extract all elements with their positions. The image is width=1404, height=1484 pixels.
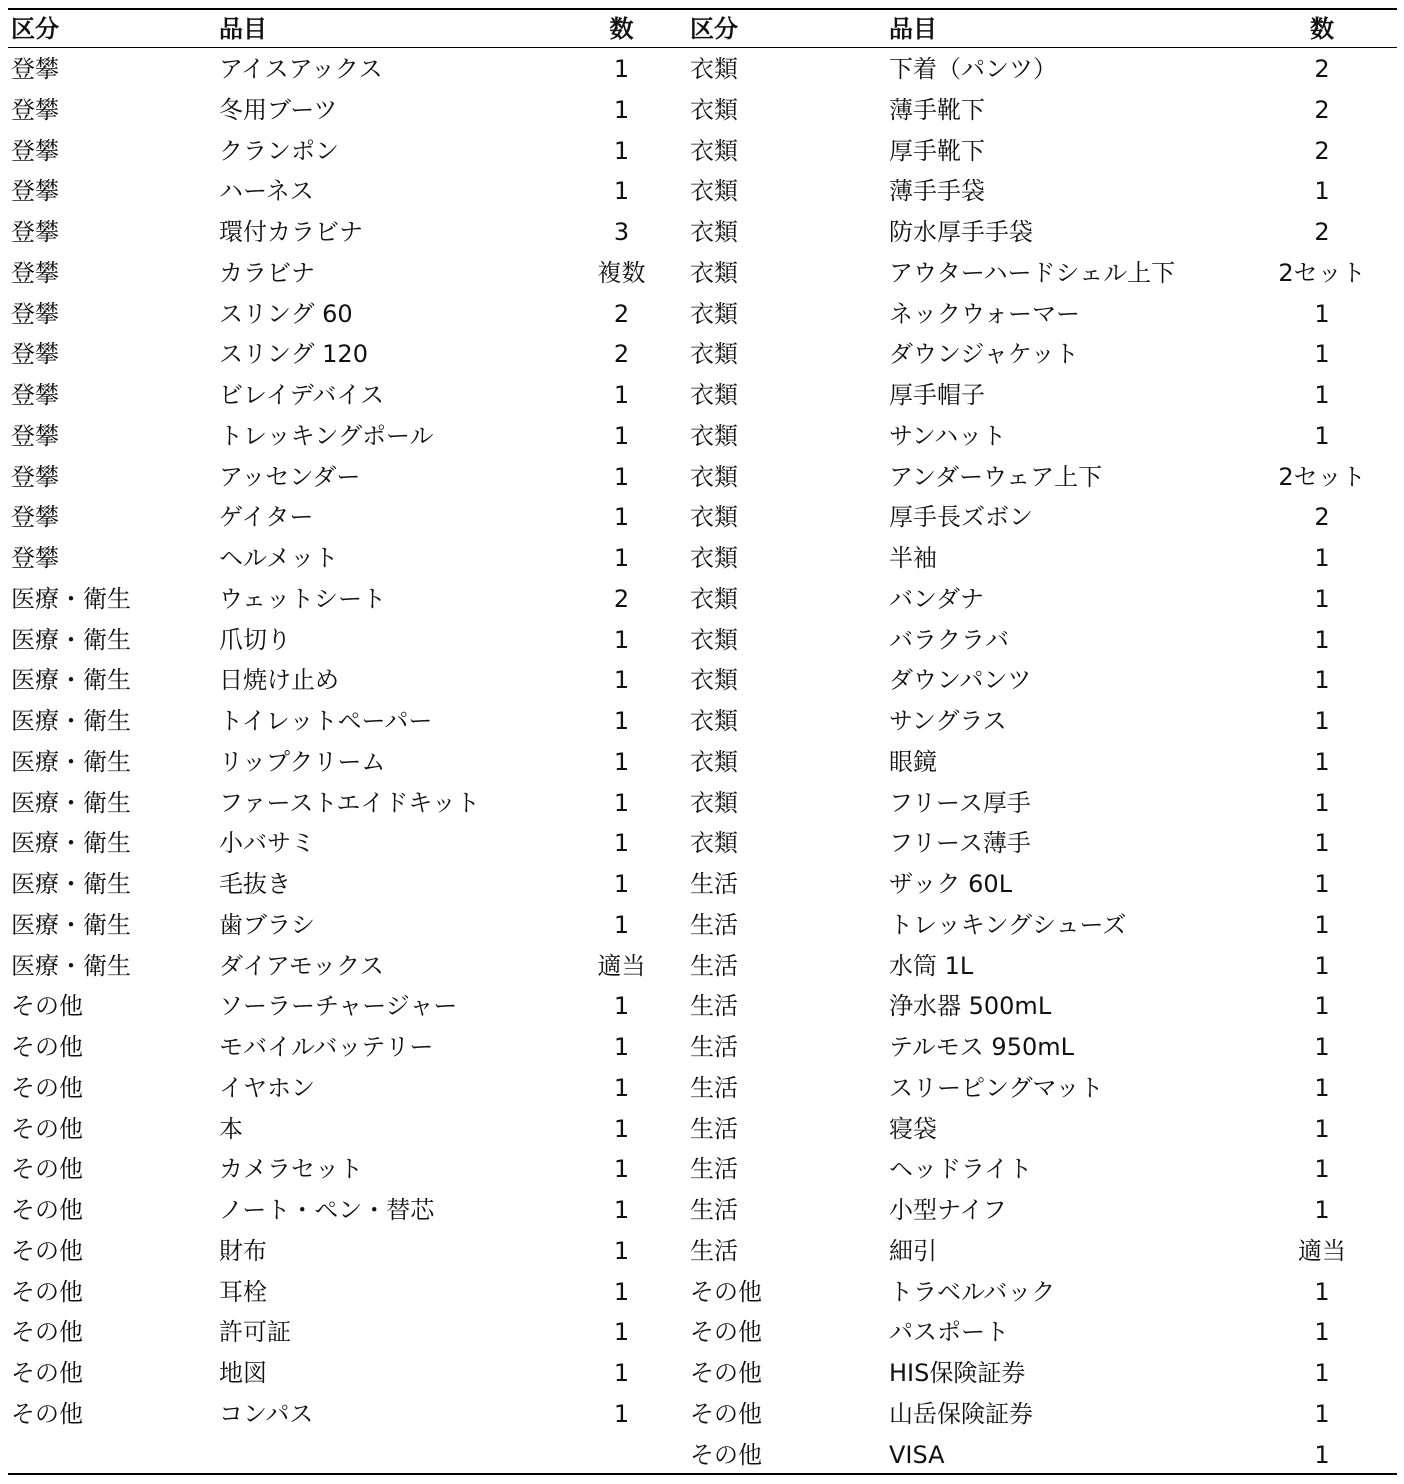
table-row [8,1027,1397,1068]
right-category-cell: 生活 [690,1236,738,1265]
left-item-cell: カラビナ [219,258,315,287]
left-qty-cell: 1 [613,910,630,939]
header-left-item: 品目 [219,15,267,43]
right-item-cell: 防水厚手手袋 [889,218,1033,246]
left-category-cell: 登攀 [11,136,59,165]
left-qty-cell: 2 [613,584,630,613]
left-item-cell: トイレットペーパー [219,707,433,735]
left-category-cell: 医療・衛生 [11,707,131,735]
right-qty-cell: 1 [1314,1073,1330,1102]
left-qty-cell: 3 [613,218,630,246]
left-category-cell: 登攀 [11,299,59,328]
table-row [8,905,1397,946]
right-category-cell: その他 [690,1318,762,1347]
left-category-cell: 医療・衛生 [11,951,131,980]
right-qty-cell: 2 [1314,136,1330,165]
right-qty-cell: 1 [1314,951,1330,980]
right-category-cell: 衣類 [690,340,738,369]
right-item-cell: バラクラバ [889,625,1009,654]
table-row [8,1312,1397,1353]
header-left-category: 区分 [11,15,59,43]
table-header [8,8,1397,49]
table-row [8,212,1397,253]
left-item-cell: ダイアモックス [219,951,384,980]
left-category-cell: その他 [11,1359,83,1387]
right-item-cell: サングラス [889,707,1007,735]
right-qty-cell: 1 [1314,1277,1330,1306]
left-item-cell: 地図 [219,1359,267,1387]
right-item-cell: フリース厚手 [889,788,1031,817]
table-row [8,660,1397,701]
right-qty-cell: 1 [1314,177,1330,206]
left-item-cell: 環付カラビナ [219,218,363,246]
header-right-qty: 数 [1310,15,1334,43]
left-qty-cell: 1 [613,1155,630,1184]
table-row [8,1231,1397,1272]
left-qty-cell: 1 [613,55,630,83]
right-category-cell: 衣類 [690,503,738,532]
right-item-cell: スリーピングマット [889,1073,1104,1102]
left-item-cell: コンパス [219,1399,314,1428]
left-category-cell: その他 [11,1196,83,1224]
left-qty-cell: 1 [613,544,630,572]
left-qty-cell: 1 [613,1196,630,1224]
table-row [8,864,1397,905]
left-category-cell: 医療・衛生 [11,584,131,613]
left-item-cell: ゲイター [219,503,314,532]
table-row [8,1353,1397,1394]
left-item-cell: 許可証 [219,1318,291,1347]
right-item-cell: 厚手靴下 [889,136,985,165]
left-item-cell: 毛抜き [219,870,291,898]
left-category-cell: 登攀 [11,258,59,287]
right-qty-cell: 1 [1314,381,1330,409]
right-category-cell: 衣類 [690,218,738,246]
left-category-cell: その他 [11,1114,83,1143]
left-category-cell: 医療・衛生 [11,747,131,776]
right-category-cell: 衣類 [690,258,738,287]
right-item-cell: バンダナ [889,584,985,613]
left-qty-cell: 1 [613,625,630,654]
right-qty-cell: 1 [1314,910,1330,939]
right-qty-cell: 1 [1314,666,1330,695]
left-qty-cell: 適当 [597,951,646,980]
table-row [8,742,1397,783]
left-category-cell: その他 [11,1236,83,1265]
right-category-cell: その他 [690,1440,762,1469]
table-row [8,416,1397,457]
table-row [8,579,1397,620]
left-item-cell: 爪切り [219,625,291,654]
right-item-cell: フリース薄手 [889,829,1031,858]
left-item-cell: 財布 [219,1236,267,1265]
left-qty-cell: 1 [613,829,630,858]
left-category-cell: 登攀 [11,503,59,532]
right-category-cell: 生活 [690,992,738,1021]
left-item-cell: ノート・ペン・替芯 [219,1196,435,1224]
right-category-cell: 生活 [690,910,738,939]
right-qty-cell: 1 [1314,870,1330,898]
right-qty-cell: 1 [1314,707,1330,735]
left-qty-cell: 1 [613,1318,630,1347]
left-qty-cell: 1 [613,1073,630,1102]
right-qty-cell: 1 [1314,1318,1330,1347]
table-row [8,620,1397,661]
right-qty-cell: 1 [1314,299,1330,328]
left-qty-cell [556,1435,687,1476]
right-category-cell: 衣類 [690,299,738,328]
right-qty-cell: 1 [1314,1399,1330,1428]
right-category-cell: 生活 [690,951,738,980]
left-qty-cell: 2 [613,299,630,328]
left-item-cell: ハーネス [219,177,314,206]
left-category-cell: その他 [11,1399,83,1428]
right-item-cell: ザック 60L [889,870,1013,898]
right-category-cell: 衣類 [690,666,738,695]
right-category-cell: 衣類 [690,381,738,409]
right-qty-cell: 1 [1314,421,1330,450]
right-item-cell: 下着（パンツ） [889,55,1057,83]
left-category-cell: 登攀 [11,177,59,206]
left-item-cell: カメラセット [219,1155,363,1184]
right-category-cell: 衣類 [690,95,738,124]
left-qty-cell: 2 [613,340,630,369]
left-qty-cell: 1 [613,1114,630,1143]
right-category-cell: 生活 [690,1114,738,1143]
left-category-cell: 医療・衛生 [11,910,131,939]
packing-list-table [8,8,1397,1475]
table-row [8,253,1397,294]
left-qty-cell: 1 [613,177,630,206]
right-item-cell: 薄手手袋 [889,177,985,206]
right-item-cell: アウターハードシェル上下 [889,258,1176,287]
right-qty-cell: 1 [1314,1440,1330,1469]
left-category-cell [8,1435,216,1476]
right-category-cell: 生活 [690,1073,738,1102]
left-qty-cell: 1 [613,992,630,1021]
table-row [8,171,1397,212]
right-qty-cell: 1 [1314,788,1330,817]
right-qty-cell: 2セット [1278,462,1366,491]
left-qty-cell: 1 [613,95,630,124]
left-item-cell: スリング 60 [219,299,353,328]
right-item-cell: テルモス 950mL [889,1033,1074,1061]
left-item-cell: ウェットシート [219,584,387,613]
left-item-cell: モバイルバッテリー [219,1033,434,1061]
right-category-cell: 生活 [690,1155,738,1184]
table-row [8,90,1397,131]
right-category-cell: 衣類 [690,747,738,776]
right-category-cell: その他 [690,1359,762,1387]
left-qty-cell: 1 [613,462,630,491]
table-row [8,701,1397,742]
left-item-cell: 小バサミ [219,829,315,858]
left-item-cell: アイスアックス [219,55,383,83]
right-qty-cell: 2 [1314,503,1330,532]
right-qty-cell: 1 [1314,747,1330,776]
header-right-category: 区分 [690,15,738,43]
left-qty-cell: 1 [613,1236,630,1265]
right-item-cell: サンハット [889,421,1007,450]
right-item-cell: VISA [889,1440,945,1469]
header-left-qty: 数 [609,15,634,43]
right-qty-cell: 1 [1314,1196,1330,1224]
left-item-cell: クランポン [219,136,339,165]
left-category-cell: 医療・衛生 [11,666,131,695]
table-row [8,1190,1397,1231]
right-category-cell: 衣類 [690,788,738,817]
right-category-cell: 衣類 [690,462,738,491]
left-item-cell: 冬用ブーツ [219,95,338,124]
left-item-cell: ビレイデバイス [219,381,385,409]
right-item-cell: 厚手帽子 [889,381,985,409]
table-row [8,823,1397,864]
left-qty-cell: 1 [613,136,630,165]
left-qty-cell: 1 [613,1359,630,1387]
right-item-cell: 細引 [889,1236,937,1265]
table-row [8,783,1397,824]
right-item-cell: 寝袋 [889,1114,937,1143]
right-category-cell: 生活 [690,1033,738,1061]
right-qty-cell: 適当 [1298,1236,1346,1265]
right-qty-cell: 1 [1314,1114,1330,1143]
right-item-cell: 眼鏡 [889,747,937,776]
right-item-cell: 山岳保険証券 [889,1399,1033,1428]
left-category-cell: 医療・衛生 [11,625,131,654]
right-category-cell: 衣類 [690,625,738,654]
right-category-cell: 衣類 [690,707,738,735]
left-qty-cell: 1 [613,421,630,450]
right-item-cell: ダウンジャケット [889,340,1079,369]
left-category-cell: 登攀 [11,218,59,246]
left-qty-cell: 1 [613,788,630,817]
table-row [8,334,1397,375]
table-row [8,457,1397,498]
left-category-cell: 医療・衛生 [11,870,131,898]
header-right-item: 品目 [889,15,937,43]
right-item-cell: パスポート [889,1318,1009,1347]
left-category-cell: 登攀 [11,462,59,491]
right-qty-cell: 1 [1314,1359,1330,1387]
left-category-cell: 医療・衛生 [11,829,131,858]
right-item-cell: 浄水器 500mL [889,992,1052,1021]
right-item-cell: 半袖 [889,544,937,572]
right-qty-cell: 2 [1314,95,1330,124]
table-row [8,1068,1397,1109]
left-item-cell [216,1435,556,1476]
left-qty-cell: 1 [613,1277,630,1306]
left-item-cell: イヤホン [219,1073,315,1102]
left-qty-cell: 1 [613,1033,630,1061]
right-qty-cell: 1 [1314,829,1330,858]
table-row [8,294,1397,335]
right-item-cell: アンダーウェア上下 [889,462,1103,491]
table-row [8,131,1397,172]
right-category-cell: 生活 [690,1196,738,1224]
right-qty-cell: 1 [1314,544,1330,572]
left-qty-cell: 1 [613,707,630,735]
right-item-cell: 水筒 1L [889,951,974,980]
table-row [8,1109,1397,1150]
left-item-cell: 本 [219,1114,243,1143]
right-qty-cell: 2 [1314,55,1330,83]
table-row [8,375,1397,416]
left-category-cell: 登攀 [11,381,59,409]
table-row [8,1394,1397,1435]
right-category-cell: 衣類 [690,584,738,613]
left-qty-cell: 複数 [597,258,646,287]
right-item-cell: トラベルバック [889,1277,1056,1306]
left-qty-cell: 1 [613,870,630,898]
left-item-cell: リップクリーム [219,747,386,776]
right-category-cell: 生活 [690,870,738,898]
table-row [8,1435,1397,1476]
right-qty-cell: 1 [1314,625,1330,654]
left-category-cell: 登攀 [11,95,59,124]
right-category-cell: 衣類 [690,55,738,83]
left-category-cell: 医療・衛生 [11,788,131,817]
right-item-cell: トレッキングシューズ [889,910,1127,939]
table-row [8,986,1397,1027]
right-category-cell: その他 [690,1277,762,1306]
table-row [8,1272,1397,1313]
left-item-cell: トレッキングポール [219,421,434,450]
table-body [8,49,1397,1475]
left-category-cell: その他 [11,992,83,1021]
right-category-cell: その他 [690,1399,762,1428]
table-row [8,49,1397,90]
left-category-cell: 登攀 [11,55,59,83]
left-category-cell: 登攀 [11,421,59,450]
left-item-cell: 耳栓 [219,1277,267,1306]
left-item-cell: アッセンダー [219,462,361,491]
left-qty-cell: 1 [613,503,630,532]
left-item-cell: 日焼け止め [219,666,339,695]
left-item-cell: スリング 120 [219,340,368,369]
left-category-cell: その他 [11,1033,83,1061]
left-item-cell: ヘルメット [219,544,339,572]
header-row [8,8,1397,49]
right-item-cell: HIS保険証券 [889,1359,1026,1387]
left-qty-cell: 1 [613,381,630,409]
right-item-cell: 小型ナイフ [889,1196,1007,1224]
left-category-cell: その他 [11,1155,83,1184]
table-row [8,538,1397,579]
left-category-cell: その他 [11,1318,83,1347]
right-category-cell: 衣類 [690,177,738,206]
right-qty-cell: 1 [1314,340,1330,369]
table-row [8,1149,1397,1190]
right-qty-cell: 1 [1314,992,1330,1021]
right-qty-cell: 2 [1314,218,1330,246]
right-category-cell: 衣類 [690,544,738,572]
right-item-cell: 薄手靴下 [889,95,985,124]
right-item-cell: ダウンパンツ [889,666,1032,695]
table-row [8,497,1397,538]
left-qty-cell: 1 [613,747,630,776]
left-category-cell: 登攀 [11,340,59,369]
right-qty-cell: 1 [1314,584,1330,613]
right-category-cell: 衣類 [690,829,738,858]
table-row [8,946,1397,987]
right-category-cell: 衣類 [690,136,738,165]
left-qty-cell: 1 [613,666,630,695]
right-item-cell: ネックウォーマー [889,299,1081,328]
left-item-cell: ソーラーチャージャー [219,992,458,1021]
right-item-cell: ヘッドライト [889,1155,1033,1184]
right-qty-cell: 1 [1314,1033,1330,1061]
left-category-cell: その他 [11,1073,83,1102]
left-item-cell: ファーストエイドキット [219,788,480,817]
left-item-cell: 歯ブラシ [219,910,315,939]
left-qty-cell: 1 [613,1399,630,1428]
left-category-cell: その他 [11,1277,83,1306]
right-item-cell: 厚手長ズボン [889,503,1033,532]
right-qty-cell: 1 [1314,1155,1330,1184]
right-category-cell: 衣類 [690,421,738,450]
right-qty-cell: 2セット [1278,258,1366,287]
left-category-cell: 登攀 [11,544,59,572]
